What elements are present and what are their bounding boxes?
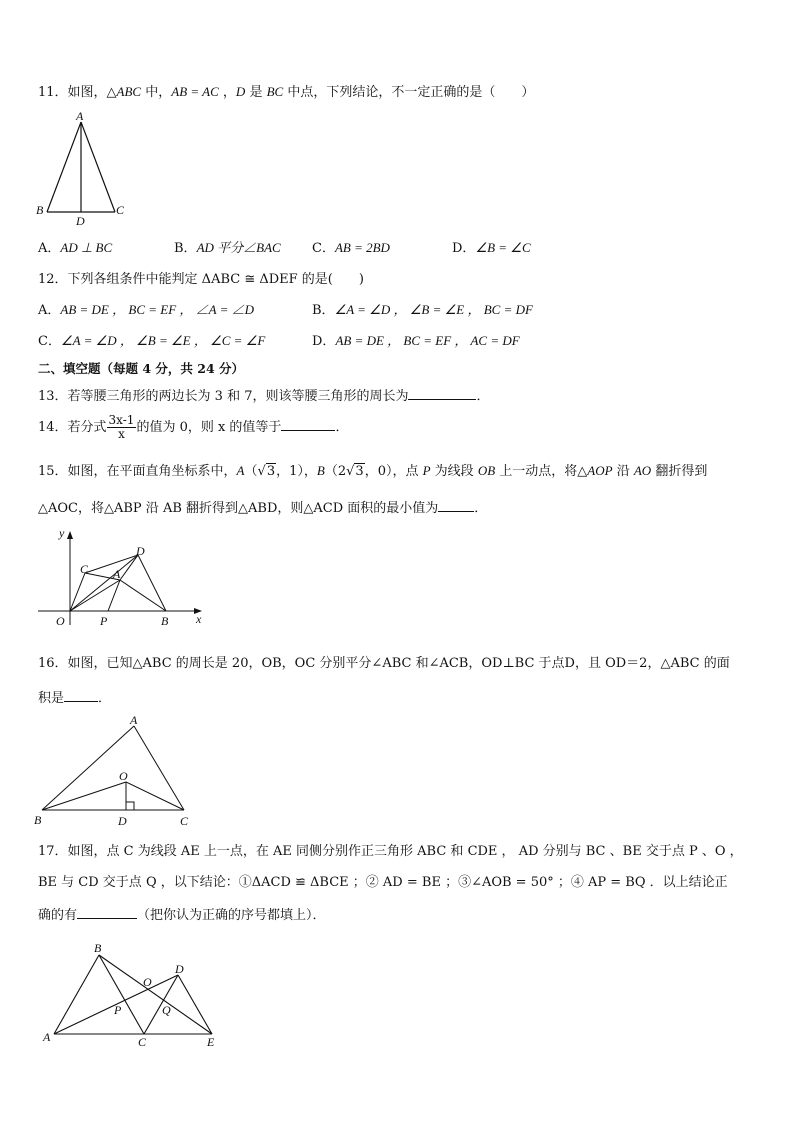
right-angle-mark — [126, 802, 134, 810]
q16-line2: 积是 ． — [38, 691, 112, 706]
label-c: C — [138, 1035, 147, 1049]
label-x: x — [196, 612, 202, 626]
side-de — [178, 975, 212, 1034]
segment-db — [138, 555, 166, 611]
label-b: B — [36, 203, 44, 217]
label-c: C — [180, 814, 189, 828]
q12-options-ab: A．AB = DE ， BC = EF ， ∠A = ∠D B．∠A = ∠D ， ∠B = ∠E ， BC = DF — [38, 302, 533, 318]
q17-line1: 17．如图，点 C 为线段 AE 上一点，在 AE 同侧分别作正三角形 ABC 和 CDE ， AD 分别与 BC 、BE 交于点 P 、O ， — [38, 844, 743, 859]
side-ab — [54, 955, 99, 1034]
q16-figure — [30, 712, 200, 830]
answer-blank — [408, 387, 476, 400]
label-d: D — [118, 814, 127, 828]
q11-figure — [30, 110, 140, 230]
label-a: A — [43, 1030, 51, 1044]
label-a: A — [76, 109, 84, 123]
q15-line1: 15．如图，在平面直角坐标系中，A（√3，1），B（2√3，0），点 P 为线段 OB 上一动点，将△AOP 沿 AO 翻折得到 — [38, 463, 708, 479]
label-b: B — [34, 813, 42, 827]
q16-line1: 16．如图，已知△ABC 的周长是 20，OB，OC 分别平分∠ABC 和∠ACB，OD⊥BC 于点D，且 OD＝2，△ABC 的面 — [38, 656, 730, 671]
answer-blank — [438, 499, 474, 512]
label-q: Q — [162, 1003, 171, 1017]
label-p: P — [114, 1003, 122, 1017]
segment-ab — [120, 580, 166, 611]
q11-stem: 11．如图，△ABC 中，AB = AC ，D 是 BC 中点，下列结论，不一定正确的是（ ） — [38, 84, 535, 100]
q12-stem: 12．下列各组条件中能判定 ΔABC ≅ ΔDEF 的是( ) — [38, 272, 364, 287]
label-d: D — [175, 962, 184, 976]
q14: 14．若分式 $\frac{3x-1}{x}$ 的值为 0，则 x 的值等于 ． — [38, 413, 349, 441]
fraction: $\frac{3x-1}{x}$ — [108, 413, 135, 441]
label-a: A — [130, 713, 138, 727]
segment-oa — [70, 580, 120, 611]
q15-figure — [30, 525, 210, 630]
label-y: y — [59, 526, 65, 540]
label-o: O — [119, 769, 128, 783]
segment-be — [99, 955, 212, 1034]
segment-ap — [108, 580, 120, 611]
segment-cd — [85, 555, 138, 573]
label-d: D — [136, 544, 145, 558]
label-d: D — [76, 214, 85, 228]
label-p: P — [100, 614, 108, 628]
side-ac — [81, 122, 115, 212]
segment-ob — [42, 782, 126, 810]
answer-blank — [64, 689, 98, 702]
q17-line3: 确的有 （把你认为正确的序号都填上）． — [38, 908, 326, 923]
label-a: A — [113, 567, 121, 581]
q15-line2: △AOC，将△ABP 沿 AB 翻折得到△ABD，则△ACD 面积的最小值为 ． — [38, 501, 488, 516]
answer-blank — [77, 906, 137, 919]
q17-line2: BE 与 CD 交于点 Q ，以下结论：①ΔACD ≌ ΔBCE ；② AD = BE ；③∠AOB = 50° ；④ AP = BQ ．以上结论正 — [38, 875, 728, 890]
label-c: C — [80, 562, 89, 576]
section-heading: 二、填空题（每题 4 分，共 24 分） — [38, 361, 245, 376]
q11-options: A．AD ⊥ BC B．AD 平分∠BAC C．AB = 2BD D．∠B = ∠C — [38, 240, 531, 256]
label-b: B — [161, 614, 169, 628]
side-ab — [42, 726, 134, 810]
label-c: C — [116, 203, 125, 217]
label-o: O — [143, 975, 152, 989]
q17-figure — [38, 938, 228, 1053]
label-e: E — [207, 1035, 215, 1049]
side-ab — [47, 122, 81, 212]
q12-options-cd: C．∠A = ∠D ， ∠B = ∠E ， ∠C = ∠F D．AB = DE ， BC = EF ， AC = DF — [38, 333, 520, 349]
y-axis-arrow — [67, 531, 73, 539]
q13: 13．若等腰三角形的两边长为 3 和 7，则该等腰三角形的周长为 ． — [38, 389, 490, 404]
label-b: B — [94, 941, 102, 955]
label-o: O — [56, 614, 65, 628]
answer-blank — [281, 418, 335, 431]
